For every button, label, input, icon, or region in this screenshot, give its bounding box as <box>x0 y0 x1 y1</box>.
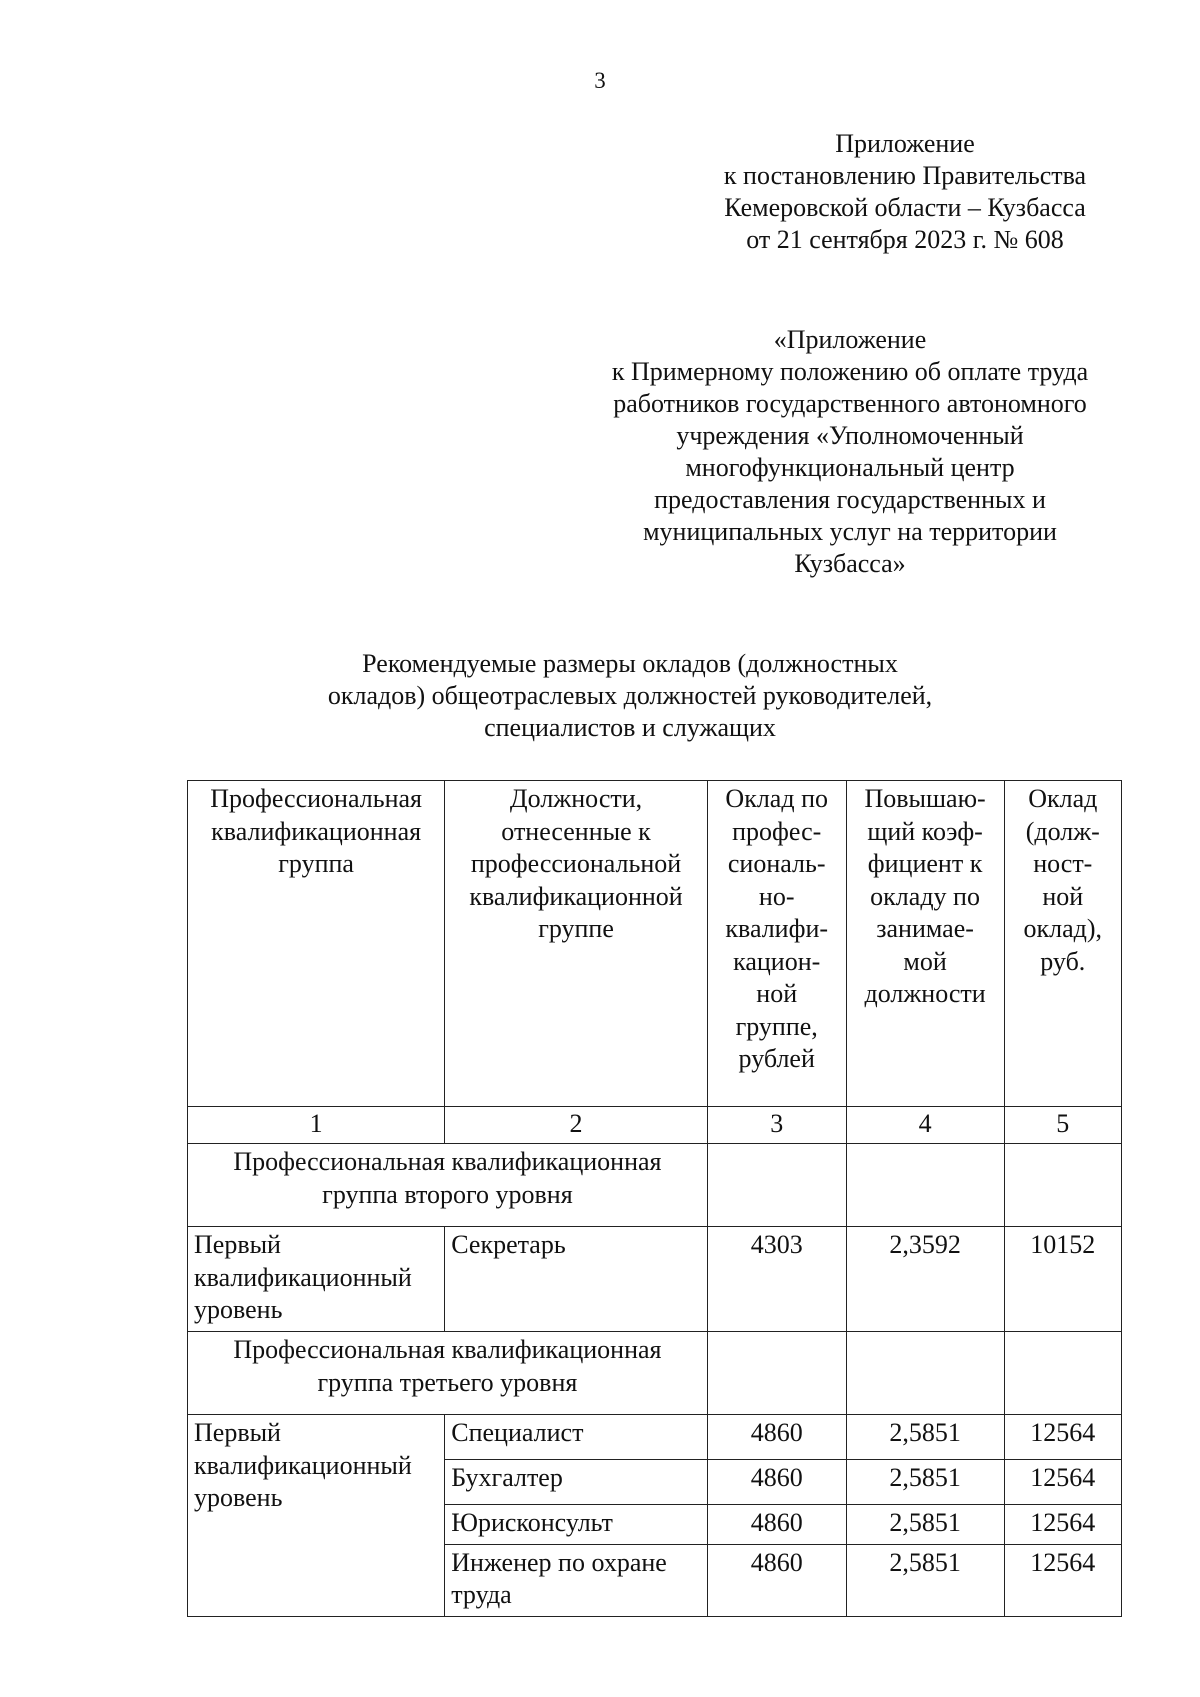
base-salary-cell: 4860 <box>707 1544 846 1616</box>
header-positions: Должности, отнесенные к профессиональной квалификационной группе <box>445 781 708 1107</box>
salary-cell: 12564 <box>1004 1544 1121 1616</box>
appendix-header <box>690 128 1120 256</box>
table-title-line: специалистов и служащих <box>484 713 776 742</box>
base-salary-cell: 4860 <box>707 1505 846 1545</box>
appendix-header-line: от 21 сентября 2023 г. № 608 <box>746 225 1064 254</box>
appendix-header-line: к постановлению Правительства <box>723 161 1087 190</box>
coefficient-cell: 2,5851 <box>846 1505 1004 1545</box>
quoted-header-line: работников государственного автономного <box>613 389 1087 418</box>
appendix-header-line: Кемеровской области – Кузбасса <box>724 193 1086 222</box>
group-title-row <box>188 1144 1122 1227</box>
salary-cell: 12564 <box>1004 1415 1121 1460</box>
table-row <box>188 1415 1122 1460</box>
coefficient-cell: 2,5851 <box>846 1415 1004 1460</box>
salary-cell: 12564 <box>1004 1460 1121 1505</box>
group-title-row <box>188 1332 1122 1415</box>
group-title: Профессиональная квалификационная группа второго уровня <box>188 1144 708 1227</box>
column-number: 4 <box>846 1107 1004 1144</box>
qualification-level: Первый квалификационный уровень <box>188 1227 445 1332</box>
base-salary-cell: 4860 <box>707 1460 846 1505</box>
table-title <box>280 648 980 744</box>
column-number: 2 <box>445 1107 708 1144</box>
salary-cell: 10152 <box>1004 1227 1121 1332</box>
column-numbers-row <box>188 1107 1122 1144</box>
header-base-salary: Оклад по профес- сиональ- но- квалифи- кацион- ной группе, рублей <box>707 781 846 1107</box>
column-number: 1 <box>188 1107 445 1144</box>
table-row <box>188 1227 1122 1332</box>
table-title-line: Рекомендуемые размеры окладов (должностных <box>362 649 898 678</box>
position-cell: Инженер по охране труда <box>445 1544 708 1616</box>
position-cell: Секретарь <box>445 1227 708 1332</box>
page-number: 3 <box>594 68 606 93</box>
quoted-header-line: муниципальных услуг на территории <box>643 517 1057 546</box>
salary-cell: 12564 <box>1004 1505 1121 1545</box>
table-title-line: окладов) общеотраслевых должностей руководителей, <box>327 681 933 710</box>
position-cell: Бухгалтер <box>445 1460 708 1505</box>
quoted-header-line: к Примерному положению об оплате труда <box>611 357 1089 386</box>
quoted-header-line: Кузбасса» <box>794 549 906 578</box>
position-cell: Специалист <box>445 1415 708 1460</box>
base-salary-cell: 4860 <box>707 1415 846 1460</box>
header-salary: Оклад (долж- ност- ной оклад), руб. <box>1004 781 1121 1107</box>
coefficient-cell: 2,5851 <box>846 1544 1004 1616</box>
salary-table <box>187 780 1122 1617</box>
position-cell: Юрисконсульт <box>445 1505 708 1545</box>
quoted-header-line: предоставления государственных и <box>654 485 1046 514</box>
quoted-header-line: «Приложение <box>773 325 927 354</box>
header-coefficient: Повышаю- щий коэф- фициент к окладу по занимае- мой должности <box>846 781 1004 1107</box>
base-salary-cell: 4303 <box>707 1227 846 1332</box>
qualification-level: Первый квалификационный уровень <box>188 1415 445 1617</box>
coefficient-cell: 2,3592 <box>846 1227 1004 1332</box>
quoted-appendix-header <box>570 324 1130 580</box>
coefficient-cell: 2,5851 <box>846 1460 1004 1505</box>
column-number: 5 <box>1004 1107 1121 1144</box>
appendix-header-line: Приложение <box>835 129 975 158</box>
quoted-header-line: учреждения «Уполномоченный <box>676 421 1024 450</box>
group-title: Профессиональная квалификационная группа третьего уровня <box>188 1332 708 1415</box>
table-header-row <box>188 781 1122 1107</box>
quoted-header-line: многофункциональный центр <box>685 453 1015 482</box>
column-number: 3 <box>707 1107 846 1144</box>
header-qualification-group: Профессиональная квалификационная группа <box>188 781 445 1107</box>
